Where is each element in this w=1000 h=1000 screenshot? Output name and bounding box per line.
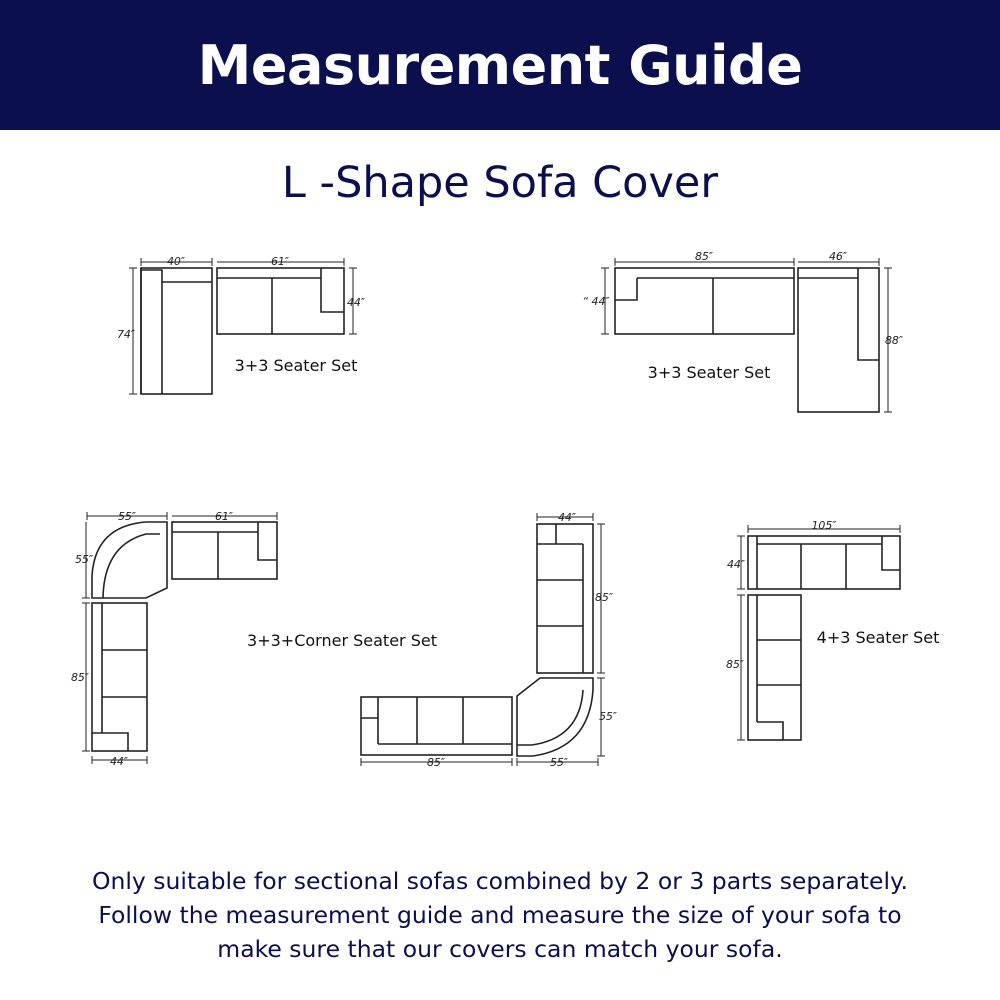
diagram-3-caption: 3+3+Corner Seater Set: [247, 631, 437, 650]
footer-line-3: make sure that our covers can match your sofa.: [217, 935, 783, 963]
page-title: Measurement Guide: [197, 33, 803, 97]
dim-label: 44″: [109, 755, 129, 768]
dim-label: 46″: [828, 250, 848, 263]
dim-label: 85″: [426, 756, 446, 769]
dim-label: 85″: [594, 591, 614, 604]
dim-label: “ 44″: [582, 295, 610, 308]
footer-line-2: Follow the measurement guide and measure the size of your sofa to: [98, 901, 902, 929]
dim-label: 55″: [598, 710, 618, 723]
dim-label: 74″: [116, 328, 136, 341]
dim-label: 105″: [811, 519, 837, 532]
dim-label: 88″: [884, 334, 904, 347]
footer-line-1: Only suitable for sectional sofas combined by 2 or 3 parts separately.: [91, 867, 909, 895]
dim-label: 85″: [725, 658, 745, 671]
diagram-5-caption: 4+3 Seater Set: [816, 628, 940, 647]
dim-label: 55″: [117, 510, 137, 523]
diagram-1-caption: 3+3 Seater Set: [234, 356, 358, 375]
dim-label: 85″: [694, 250, 714, 263]
dim-label: 85″: [70, 671, 90, 684]
dim-label: 61″: [214, 510, 234, 523]
dim-label: 44″: [346, 296, 366, 309]
dim-label: 40″: [166, 255, 186, 268]
dim-label: 55″: [74, 553, 94, 566]
diagram-2-caption: 3+3 Seater Set: [647, 363, 771, 382]
dim-label: 61″: [270, 255, 290, 268]
dim-label: 44″: [557, 511, 577, 524]
dim-label: 55″: [549, 756, 569, 769]
footer-note: [30, 864, 970, 966]
diagram-2-sofa: [601, 258, 892, 412]
page-subtitle: L -Shape Sofa Cover: [281, 158, 719, 208]
dim-label: 44″: [726, 558, 746, 571]
